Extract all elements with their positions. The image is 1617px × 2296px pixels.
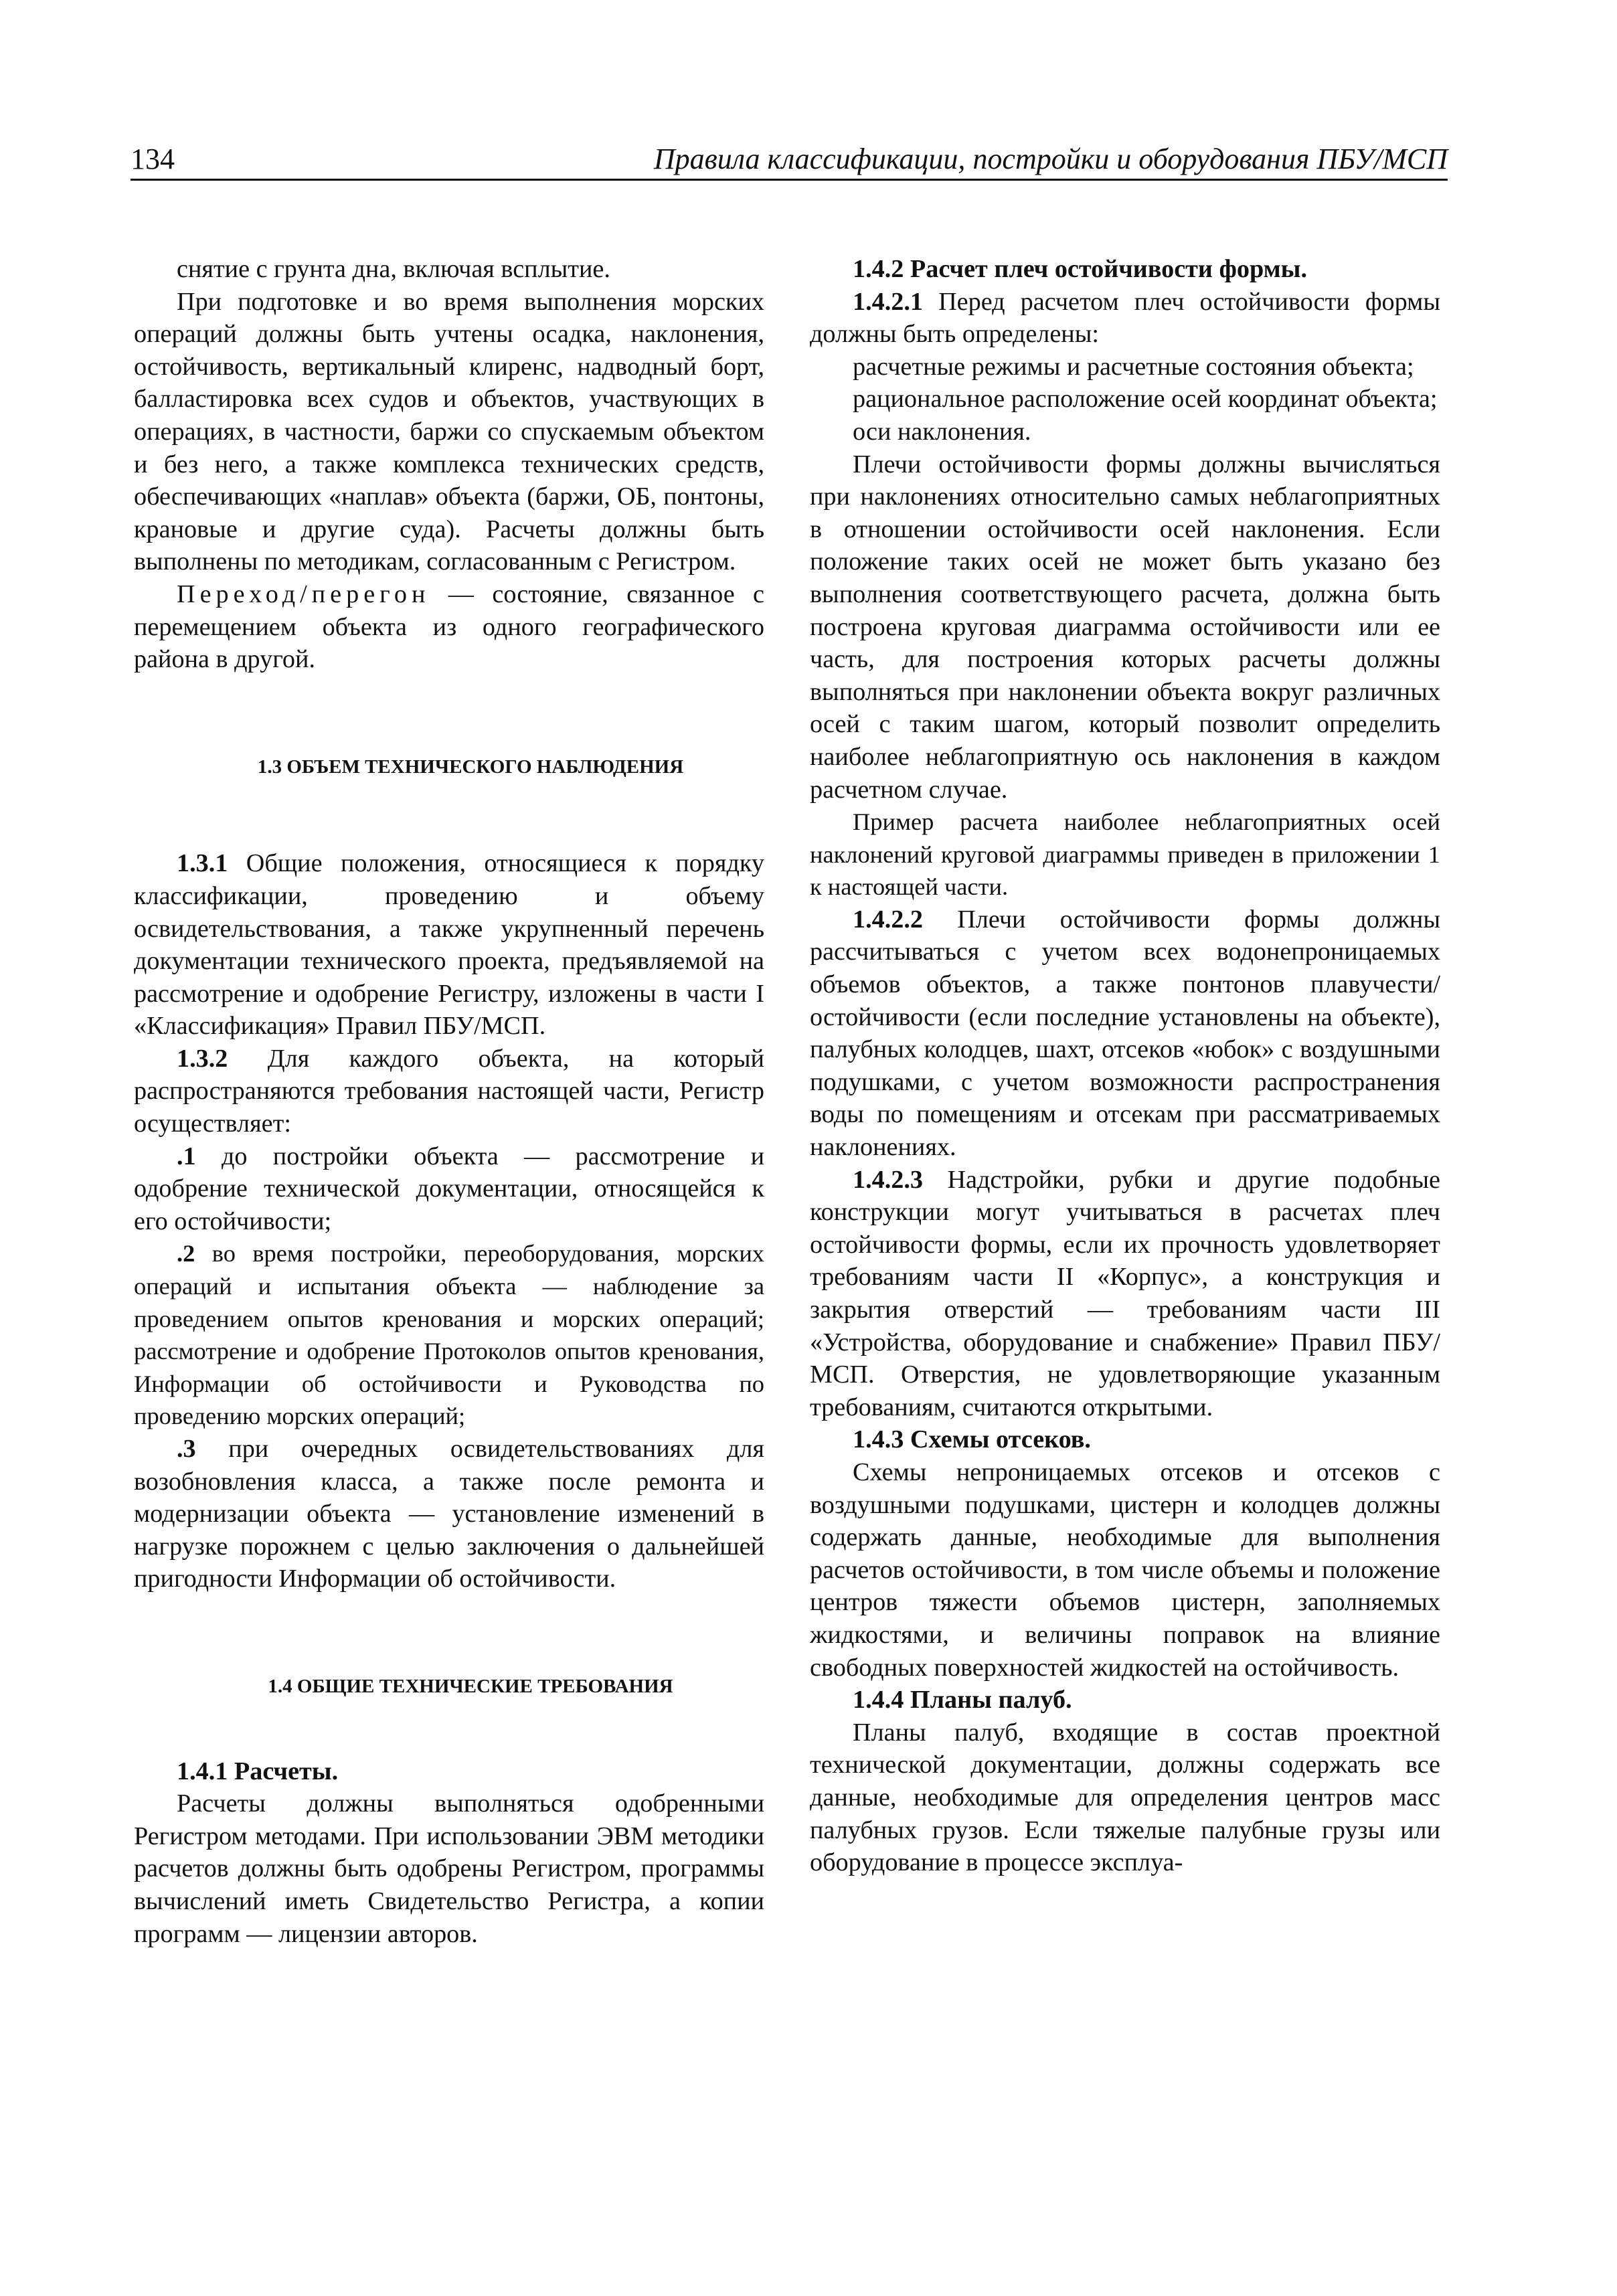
paragraph: При подготовке и во время выполнения морских операций должны быть учтены осадка, наклонения, остойчивость, вертикальный клиренс, надводный борт, балластировка всех судов и объектов, участвующих в операциях, в частности, баржи со спускаемым объектом и без него, а также комплекса технических средств, обеспечивающих «наплав» объекта (баржи, ОБ, понтоны, крановые и другие суда). Расчеты должны быть выполнены по методикам, согласованным с Регистром. (134, 287, 764, 576)
list-item: расчетные режимы и расчетные состояния объекта; (853, 352, 1414, 381)
clause-number: 1.4.2.1 (853, 287, 924, 316)
clause-number: 1.4.2.2 (853, 905, 924, 934)
clause-text: Плечи остойчивости формы должны рассчитываться с учетом всех водонепроницаемых объемов объектов, а также понтонов плавучести/остойчивости (если последние установлены на объекте), палубных колодцев, шахт, отсеков «юбок» с воздушными подушками, с учетом возможности распространения воды по помещениям и отсекам при рассматриваемых наклонениях. (810, 905, 1440, 1162)
page-number: 134 (131, 143, 175, 175)
clause-text: Общие положения, относящиеся к порядку классификации, проведению и объему освидетельствования, а также укрупненный перечень документации технического проекта, предъявляемой на рассмотрение и одобрение Регистру, изложены в части I «Классификация» Правил ПБУ/МСП. (134, 849, 764, 1041)
term-transit: Переход/перегон (177, 580, 430, 608)
item-number: .3 (177, 1435, 196, 1463)
clause-text: Для каждого объекта, на который распространяются требования настоящей части, Регистр осуществляет: (134, 1044, 764, 1138)
subsection-heading: 1.4.1 Расчеты. (177, 1757, 339, 1785)
section-heading: 1.4 ОБЩИЕ ТЕХНИЧЕСКИЕ ТРЕБОВАНИЯ (268, 1675, 673, 1697)
paragraph: снятие с грунта дна, включая всплытие. (177, 255, 610, 283)
paragraph (810, 903, 1440, 1164)
paragraph: Расчеты должны выполняться одобренными Регистром методами. При использовании ЭВМ методики расчетов должны быть одобрены Регистром, программы вычислений иметь Свидетельство Регистра, а копии программ — лицензии авторов. (134, 1789, 764, 1948)
subsection-heading: 1.4.3 Схемы отсеков. (853, 1425, 1091, 1454)
list-item (134, 1237, 764, 1433)
subsection-heading: 1.4.2 Расчет плеч остойчивости формы. (853, 255, 1308, 283)
clause-number: 1.3.1 (177, 849, 228, 878)
section-heading: 1.3 ОБЪЕМ ТЕХНИЧЕСКОГО НАБЛЮДЕНИЯ (257, 756, 684, 778)
running-title: Правила классификации, постройки и оборудования ПБУ/МСП (653, 143, 1448, 175)
clause-text: Надстройки, рубки и другие подобные конструкции могут учитываться в расчетах плеч остойчивости формы, если их прочность удовлетворяет требованиям части II «Корпус», а конструкция и закрытия отверстий — требованиям части III «Устройства, оборудование и снабжение» Правил ПБУ/МСП. Отверстия, не удовлетворяющие указанным требованиям, считаются открытыми. (810, 1165, 1440, 1421)
subsection-heading: 1.4.4 Планы палуб. (853, 1686, 1072, 1714)
running-header (131, 137, 1448, 181)
paragraph (134, 578, 764, 676)
item-text: во время постройки, переоборудования, морских операций и испытания объекта — наблюдение за проведением опытов кренования и морских операций; рассмотрение и одобрение Протоколов опытов кренования, Информации об остойчивости и Руководства по проведению морских операций; (134, 1240, 764, 1430)
item-number: .1 (177, 1142, 196, 1170)
term-definition: — состояние, связанное с перемещением объекта из одного географического района в другой. (134, 580, 764, 674)
paragraph: Планы палуб, входящие в состав проектной технической документации, должны содержать все данные, необходимые для определения центров масс палубных грузов. Если тяжелые палубные грузы или оборудование в процессе эксплуа- (810, 1718, 1440, 1877)
paragraph: Пример расчета наиболее неблагоприятных осей наклонений круговой диаграммы приведен в приложении 1 к настоящей части. (810, 808, 1440, 901)
paragraph (810, 1164, 1440, 1424)
paragraph (810, 286, 1440, 351)
list-item: рациональное расположение осей координат объекта; (853, 385, 1438, 414)
clause-number: 1.3.2 (177, 1044, 228, 1073)
list-item (134, 1140, 764, 1238)
list-item: оси наклонения. (853, 417, 1031, 446)
paragraph (134, 1043, 764, 1140)
paragraph (134, 847, 764, 1043)
list-item (134, 1433, 764, 1595)
item-number: .2 (177, 1240, 195, 1267)
paragraph: Схемы непроницаемых отсеков и отсеков с воздушными подушками, цистерн и колодцев должны содержать данные, необходимые для выполнения расчетов остойчивости, в том числе объемы и положение центров тяжести объемов цистерн, заполняемых жидкостями, и величины поправок на влияние свободных поверхностей жидкостей на остойчивость. (810, 1458, 1440, 1682)
item-text: при очередных освидетельствованиях для возобновления класса, а также после ремонта и модернизации объекта — установление изменений в нагрузке порожнем с целью заключения о дальнейшей пригодности Информации об остойчивости. (134, 1435, 764, 1593)
clause-number: 1.4.2.3 (853, 1165, 924, 1194)
item-text: до постройки объекта — рассмотрение и одобрение технической документации, относящейся к его остойчивости; (134, 1142, 764, 1235)
paragraph: Плечи остойчивости формы должны вычисляться при наклонениях относительно самых неблагоприятных в отношении остойчивости осей наклонения. Если положение таких осей не может быть указано без выполнения соответствующего расчета, должна быть построена круговая диаграмма остойчивости или ее часть, для построения которых расчеты должны выполняться при наклонении объекта вокруг различных осей с таким шагом, который позволит определить наиболее неблагоприятную ось наклонения в каждом расчетном случае. (810, 450, 1440, 804)
left-column (134, 253, 764, 1950)
right-column (810, 253, 1440, 1879)
clause-text: Перед расчетом плеч остойчивости формы должны быть определены: (810, 287, 1440, 349)
